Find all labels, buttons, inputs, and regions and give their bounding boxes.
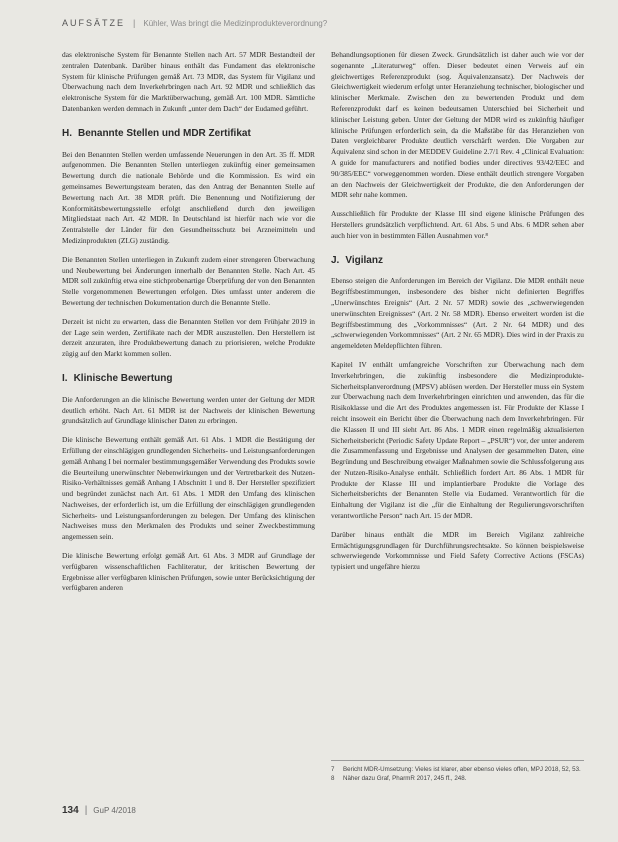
footnote-number: 7	[331, 766, 335, 773]
section-heading-h	[62, 129, 315, 140]
heading-title: Vigilanz	[345, 254, 383, 266]
page-number: 134	[62, 804, 79, 816]
footnote-number: 8	[331, 775, 335, 782]
footnote	[331, 765, 584, 774]
paragraph: Behandlungsoptionen für diesen Zweck. Grundsätzlich ist daher auch wie vor der sogenannte „Literaturweg“ offen. Dieser bedeutet einen Verweis auf ein gleichwertiges Referenzprodukt (sog. Äquivalenzansatz). Der Nachweis der Gleichwertigkeit wiederum erfolgt unter Heranziehung technischer, biologischer und klinischer Merkmale. Zwischen den zu bewertenden Produkt und dem Referenzprodukt darf es keinen bedeutsamen Unterschied bei Sicherheit und klinischer Leistung geben. Unter der Geltung der MDR wird es zukünftig häufiger klinische Prüfungen erforderlich sein, da die Maßstäbe für das Heranziehen von Daten vergleichbarer Produkte deutlich verschärft werden. Die Vorgaben zur Äquivalenz sind schon in der MEDDEV Guideline 2.7/1 Rev. 4 „Clinical Evaluation: A guide for manufacturers and notified bodies under directives 93/42/EEC and 90/385/EEC“ vorweggenommen worden. Diese enthält deutlich strengere Vorgaben an den Nachweis der Gleichwertigkeit der Produkte, die den Anforderungen der MDR sehr nahe kommen.	[331, 50, 584, 200]
heading-letter: I.	[62, 372, 68, 384]
paragraph: Darüber hinaus enthält die MDR im Bereich Vigilanz zahlreiche Ermächtigungsgrundlagen für Durchführungsrechtsakte. So können beispielsweise schwerwiegende Vorkommnisse und Field Safety Corrective Actions (FSCAs) typisiert und ungefähre hierzu	[331, 529, 584, 572]
paragraph: das elektronische System für Benannte Stellen nach Art. 57 MDR Bestandteil der zentralen Datenbank. Darüber hinaus enthält das Fundament das elektronische System für klinische Prüfungen gemäß Art. 73 MDR, das System für Vigilanz und Überwachung nach dem Inverkehrbringen nach Art. 92 MDR und schließlich das elektronische System für die Marktüberwachung, gemäß Art. 100 MDR. Sämtliche Datenbanken werden demnach in Zukunft „unter dem Dach“ der Eudamed geführt.	[62, 50, 315, 113]
left-column	[62, 50, 315, 602]
running-title: Kühler, Was bringt die Medizinprodukteverordnung?	[143, 18, 328, 28]
section-heading-j	[331, 256, 584, 267]
running-header	[62, 14, 582, 32]
paragraph: Die Anforderungen an die klinische Bewertung werden unter der Geltung der MDR deutlich erhöht. Nach Art. 61 MDR ist der Nachweis der klinischen Bewertung grundsätzlich auf Grundlage klinischer Daten zu erbringen.	[62, 394, 315, 426]
footnote	[331, 774, 584, 783]
paragraph: Ebenso steigen die Anforderungen im Bereich der Vigilanz. Die MDR enthält neue Begriffsbestimmungen, insbesondere des bisher nicht definierten Begriffes „Unerwünschtes Ereignis“ (Art. 2 Nr. 57 MDR) sowie des „schwerwiegenden unerwünschten Ereignisses“ (Art. 2 Nr. 58 MDR). Ebenso erweitert worden ist die Begriffsbestimmung des „Vorkommnisses“ (Art. 2 Nr. 64 MDR) und des „schwerwiegenden Vorkommnisses“ (Art. 2 Nr. 65 MDR). Dies wird in der Praxis zu angemeldeten Meldepflichten führen.	[331, 276, 584, 351]
paragraph: Die Benannten Stellen unterliegen in Zukunft zudem einer strengeren Überwachung und Neubewertung bei Änderungen innerhalb der Benannten Stelle. Nach Art. 45 MDR soll zukünftig etwa eine stichprobenartige Überprüfung der von den Benannten Stelle vorgenommenen Bewertungen erfolgen. Dies umfasst unter anderem die Bewertung der technischen Dokumentation durch die Benannte Stelle.	[62, 254, 315, 307]
footnotes	[331, 760, 584, 783]
right-column	[331, 50, 584, 581]
heading-title: Benannte Stellen und MDR Zertifikat	[78, 127, 251, 139]
paragraph: Derzeit ist nicht zu erwarten, dass die Benannten Stellen vor dem Frühjahr 2019 in der Lage sein werden, Zertifikate nach der MDR auszustellen. Den Herstellern ist derzeit anzuraten, ihre Produktbewertung danach zu priorisieren, welche Produkte zügig auf den Markt kommen sollen.	[62, 316, 315, 359]
paragraph: Die klinische Bewertung enthält gemäß Art. 61 Abs. 1 MDR die Bestätigung der Erfüllung der einschlägigen grundlegenden Sicherheits- und Leistungsanforderungen gemäß Anhang I bei normaler bestimmungsgemäßer Verwendung des Produkts sowie die Beurteilung unerwünschter Nebenwirkungen und der Vertretbarkeit des Nutzen-Risiko-Verhältnisses gemäß Anhang I Abschnitt 1 und 8. Der Hersteller spezifiziert und begründet zunächst nach Art. 61 Abs. 1 MDR den Umfang des klinischen Nachweises, der erforderlich ist, um die Erfüllung der einschlägigen grundlegenden Sicherheits- und Leistungsanforderungen zu belegen. Der Umfang des klinischen Nachweises muss den Merkmalen des Produkts und seiner Zweckbestimmung angemessen sein.	[62, 435, 315, 542]
section-heading-i	[62, 374, 315, 385]
header-separator: |	[133, 18, 136, 28]
heading-letter: H.	[62, 127, 72, 139]
footer-separator: |	[84, 804, 88, 816]
footnote-text: Näher dazu Graf, PharmR 2017, 245 ff., 248.	[343, 775, 467, 782]
heading-title: Klinische Bewertung	[73, 372, 173, 384]
section-label: AUFSÄTZE	[62, 18, 126, 28]
paragraph: Die klinische Bewertung erfolgt gemäß Art. 61 Abs. 3 MDR auf Grundlage der verfügbaren wissenschaftlichen Fachliteratur, der kritischen Bewertung der Ergebnisse aller verfügbaren klinischen Prüfungen, sowie unter Berücksichtigung der verfügbaren anderen	[62, 551, 315, 593]
footnote-text: Bericht MDR-Umsetzung: Vieles ist klarer, aber ebenso vieles offen, MPJ 2018, 52, 53.	[343, 766, 581, 773]
paragraph: Kapitel IV enthält umfangreiche Vorschriften zur Überwachung nach dem Inverkehrbringen, die zukünftig insbesondere die Medizinprodukte-Sicherheitsplanverordnung (MPSV) ablösen werden. Der Hersteller muss ein System zur Überwachung nach dem Inverkehrbringen einrichten und anwenden, das für die Risikoklasse und die Art des Produktes angemessen ist. Für Produkte der Klasse I reicht insoweit ein Bericht über die Überwachung nach dem Inverkehrbringen. Für die Klassen II und III sieht Art. 86 Abs. 1 MDR einen regelmäßig aktualisierten Sicherheitsbericht (Periodic Safety Update Report – „PSUR“) vor, der unter anderem die Zusammenfassung und Ergebnisse und Analysen der gesammelten Daten, eine Begründung und Beschreibung etwaiger Maßnahmen sowie die Schlussfolgerung aus der Nutzen-Risiko-Analyse enthält. Schließlich fordert Art. 86 Abs. 1 MDR für Produkte der Klasse III und implantierbare Produkte die Vorlage des Sicherheitsberichts der Benannten Stelle via Eudamed. Verantwortlich für die Einhaltung der Vigilanz ist die „für die Einhaltung der Regulierungsvorschriften verantwortliche Person“ nach Art. 15 der MDR.	[331, 359, 584, 521]
page-footer	[62, 803, 136, 817]
journal-issue: GuP 4/2018	[93, 805, 136, 815]
paragraph: Ausschließlich für Produkte der Klasse III sind eigene klinische Prüfungen des Herstellers grundsätzlich verpflichtend. Art. 61 Abs. 5 und Abs. 6 MDR sehen aber auch hier von in bestimmten Fällen Ausnahmen vor.⁸	[331, 209, 584, 240]
paragraph: Bei den Benannten Stellen werden umfassende Neuerungen in den Art. 35 ff. MDR aufgenommen. Die Benannten Stellen unterliegen zukünftig einer gemeinsamen Bewertung durch die nationale Behörde und die Kommission. Es wird ein gemeinsames Bewertungsteam beraten, das den Antrag der Benannten Stelle auf Bewertung nach Art. 38 MDR prüft. Die Benennung und Notifizierung der Konformitätsbewertungsstelle erfolgt anschließend durch den jeweiligen Mitgliedstaat nach Art. 42 MDR. In Deutschland ist hierfür nach wie vor die Zentralstelle der Länder für den Gesundheitsschutz bei Arzneimitteln und Medizinprodukten (ZLG) zuständig.	[62, 149, 315, 245]
heading-letter: J.	[331, 254, 340, 266]
